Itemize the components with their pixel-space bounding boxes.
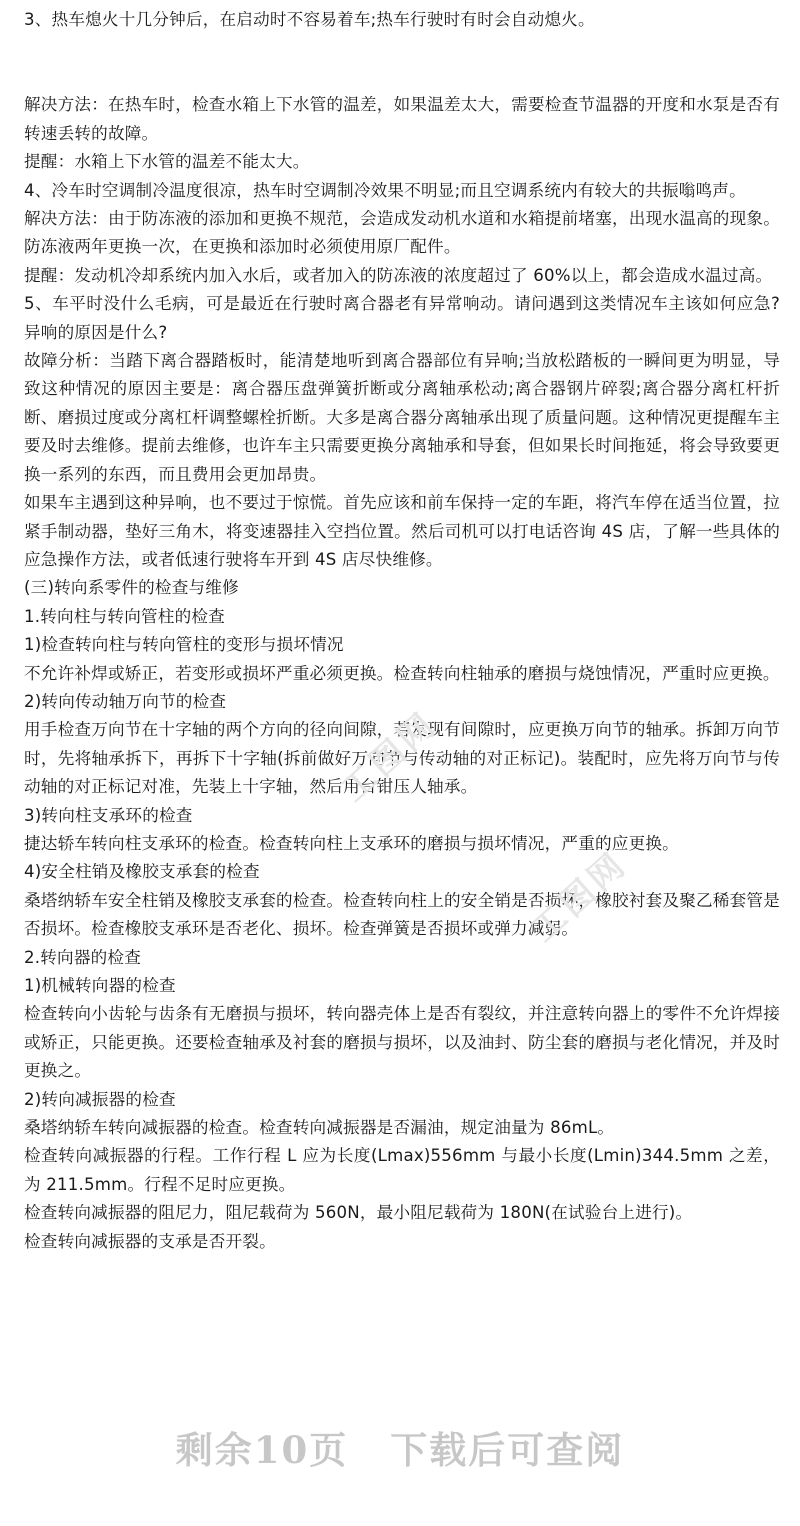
item-heading: 2)转向传动轴万向节的检查 <box>24 691 227 711</box>
subsection-heading: 1.转向柱与转向管柱的检查 <box>24 606 225 626</box>
document-body <box>24 6 780 1256</box>
item-heading: 2)转向减振器的检查 <box>24 1089 176 1109</box>
paragraph: 捷达轿车转向柱支承环的检查。检查转向柱上支承环的磨损与损坏情况，严重的应更换。 <box>24 833 679 853</box>
paragraph: 检查转向小齿轮与齿条有无磨损与损坏，转向器壳体上是否有裂纹，并注意转向器上的零件不允许焊接或矫正，只能更换。还要检查轴承及衬套的磨损与损坏，以及油封、防尘套的磨损与老化情况，并及时更换之。 <box>24 1004 780 1081</box>
paragraph: 不允许补焊或矫正，若变形或损坏严重必须更换。检查转向柱轴承的磨损与烧蚀情况，严重时应更换。 <box>24 663 780 683</box>
paragraph: 提醒：发动机冷却系统内加入水后，或者加入的防冻液的浓度超过了 60%以上，都会造成水温过高。 <box>24 265 773 285</box>
section-heading: (三)转向系零件的检查与维修 <box>24 578 239 598</box>
download-prompt[interactable] <box>0 1420 800 1474</box>
paragraph: 桑塔纳轿车安全柱销及橡胶支承套的检查。检查转向柱上的安全销是否损坏，橡胶衬套及聚乙稀套管是否损坏。检查橡胶支承环是否老化、损坏。检查弹簧是否损坏或弹力减弱。 <box>24 890 780 939</box>
item-heading: 1)机械转向器的检查 <box>24 976 176 995</box>
item-heading: 1)检查转向柱与转向管柱的变形与损坏情况 <box>24 635 344 655</box>
item-heading: 3)转向柱支承环的检查 <box>24 805 193 825</box>
paragraph: 检查转向减振器的阻尼力，阻尼载荷为 560N，最小阻尼载荷为 180N(在试验台上进行)。 <box>24 1203 693 1223</box>
subsection-heading: 2.转向器的检查 <box>24 947 141 967</box>
paragraph: 用手检查万向节在十字轴的两个方向的径向间隙，若发现有间隙时，应更换万向节的轴承。拆卸万向节时，先将轴承拆下，再拆下十字轴(拆前做好万向节与传动轴的对正标记)。装配时，应先将万向节与传动轴的对正标记对准，先装上十字轴，然后用台钳压人轴承。 <box>24 720 780 797</box>
item-heading: 4)安全柱销及橡胶支承套的检查 <box>24 862 260 882</box>
paragraph: 5、车平时没什么毛病，可是最近在行驶时离合器老有异常响动。请问遇到这类情况车主该如何应急?异响的原因是什么? <box>24 294 780 342</box>
blank-line <box>24 34 780 91</box>
paragraph: 检查转向减振器的行程。工作行程 L 应为长度(Lmax)556mm 与最小长度(Lmin)344.5mm 之差，为 211.5mm。行程不足时应更换。 <box>24 1146 780 1194</box>
paragraph: 桑塔纳轿车转向减振器的检查。检查转向减振器是否漏油，规定油量为 86mL。 <box>24 1118 615 1138</box>
paragraph: 故障分析：当踏下离合器踏板时，能清楚地听到离合器部位有异响;当放松踏板的一瞬间更为明显，导致这种情况的原因主要是：离合器压盘弹簧折断或分离轴承松动;离合器钢片碎裂;离合器分离杠杆折断、磨损过度或分离杠杆调整螺栓折断。大多是离合器分离轴承出现了质量问题。这种情况更提醒车主要及时去维修。提前去维修，也许车主只需要更换分离轴承和导套，但如果长时间拖延，将会导致要更换一系列的东西，而且费用会更加昂贵。 <box>24 351 780 484</box>
remaining-pages-label: 剩余10页 <box>175 1428 349 1472</box>
paragraph: 提醒：水箱上下水管的温差不能太大。 <box>24 152 310 172</box>
paragraph: 4、冷车时空调制冷温度很凉，热车时空调制冷效果不明显;而且空调系统内有较大的共振嗡鸣声。 <box>24 180 746 200</box>
paragraph: 检查转向减振器的支承是否开裂。 <box>24 1231 276 1251</box>
paragraph: 解决方法：由于防冻液的添加和更换不规范，会造成发动机水道和水箱提前堵塞，出现水温高的现象。防冻液两年更换一次，在更换和添加时必须使用原厂配件。 <box>24 209 780 257</box>
download-to-view-label: 下载后可查阅 <box>390 1428 625 1472</box>
paragraph: 3、热车熄火十几分钟后，在启动时不容易着车;热车行驶时有时会自动熄火。 <box>24 10 595 29</box>
watermark: 工图网 <box>523 844 636 951</box>
paragraph: 解决方法：在热车时，检查水箱上下水管的温差，如果温差太大，需要检查节温器的开度和水泵是否有转速丢转的故障。 <box>24 95 780 143</box>
paragraph: 如果车主遇到这种异响，也不要过于惊慌。首先应该和前车保持一定的车距，将汽车停在适当位置，拉紧手制动器，垫好三角木，将变速器挂入空挡位置。然后司机可以打电话咨询 4S 店，了解一些具体的应急操作方法，或者低速行驶将车开到 4S 店尽快维修。 <box>24 493 780 569</box>
watermark: 工图网 <box>333 704 446 811</box>
